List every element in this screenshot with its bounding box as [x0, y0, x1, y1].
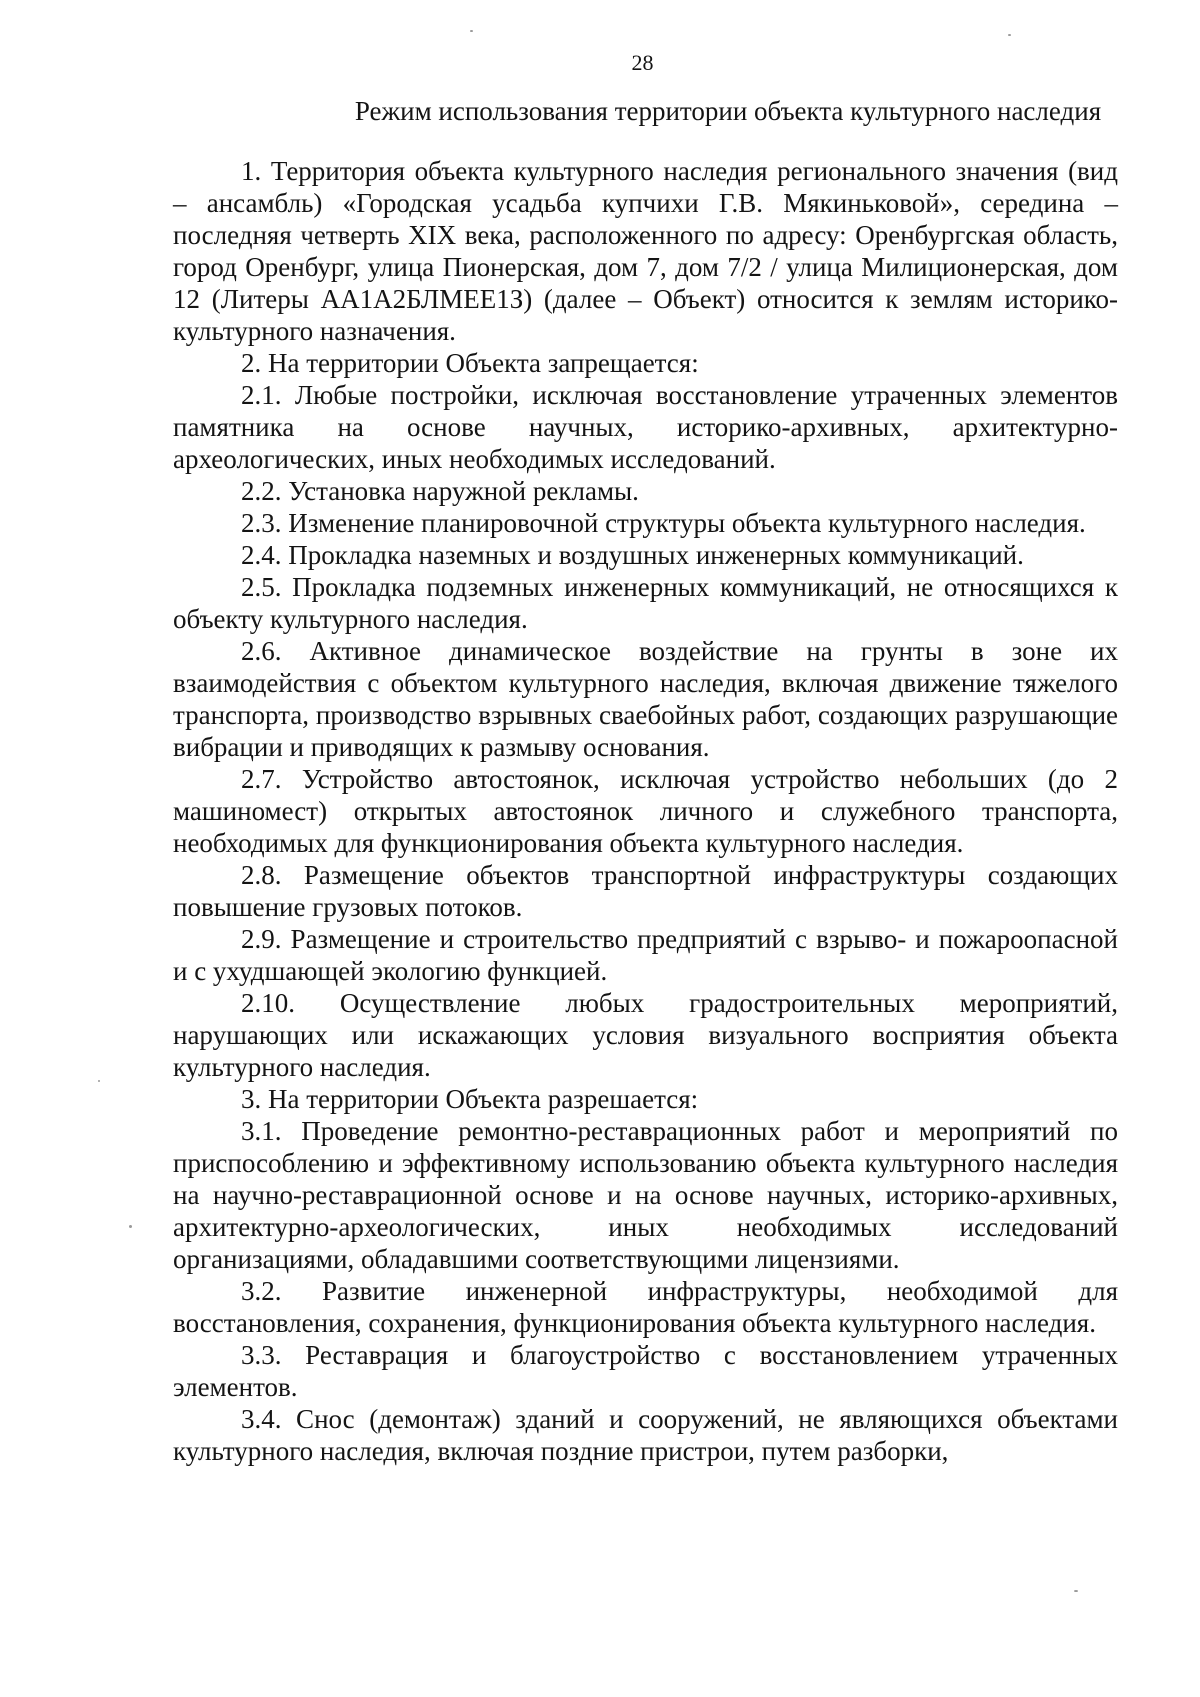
paragraph: 2.5. Прокладка подземных инженерных коммуникаций, не относящихся к объекту культурного наследия. — [173, 572, 1118, 634]
paragraph: 2.4. Прокладка наземных и воздушных инженерных коммуникаций. — [241, 540, 1024, 570]
paragraph: 2.10. Осуществление любых градостроительных мероприятий, нарушающих или искажающих условия визуального восприятия объекта культурного наследия. — [173, 988, 1118, 1082]
paragraph: 2. На территории Объекта запрещается: — [241, 348, 699, 378]
paragraph: 2.7. Устройство автостоянок, исключая устройство небольших (до 2 машиномест) открытых автостоянок личного и служебного транспорта, необходимых для функционирования объекта культурного наследия. — [173, 764, 1118, 858]
paragraph: 3. На территории Объекта разрешается: — [241, 1084, 699, 1114]
paragraph: 2.1. Любые постройки, исключая восстановление утраченных элементов памятника на основе научных, историко-архивных, архитектурно-археологических, иных необходимых исследований. — [173, 380, 1118, 474]
paragraph: 3.1. Проведение ремонтно-реставрационных работ и мероприятий по приспособлению и эффективному использованию объекта культурного наследия на научно-реставрационной основе и на основе научных, историко-архивных, архитектурно-археологических, иных необходимых исследований организациями, обладавшими соответствующими лицензиями. — [173, 1116, 1118, 1274]
scan-speck — [1008, 34, 1011, 36]
paragraph: 3.4. Снос (демонтаж) зданий и сооружений, не являющихся объектами культурного наследия, включая поздние пристрои, путем разборки, — [173, 1404, 1118, 1466]
paragraph: 3.2. Развитие инженерной инфраструктуры, необходимой для восстановления, сохранения, функционирования объекта культурного наследия. — [173, 1276, 1118, 1338]
scan-speck — [470, 30, 473, 32]
paragraph: 3.3. Реставрация и благоустройство с восстановлением утраченных элементов. — [173, 1340, 1118, 1402]
scan-speck — [129, 1225, 132, 1228]
scan-speck — [98, 1080, 100, 1082]
page-title: Режим использования территории объекта культурного наследия — [354, 96, 1102, 126]
paragraph: 1. Территория объекта культурного наследия регионального значения (вид – ансамбль) «Городская усадьба купчихи Г.В. Мякиньковой», середина – последняя четверть XIX века, расположенного по адресу: Оренбургская область, город Оренбург, улица Пионерская, дом 7, дом 7/2 / улица Милиционерская, дом 12 (Литеры АА1А2БЛМЕЕ1З) (далее – Объект) относится к землям историко-культурного назначения. — [173, 156, 1118, 346]
paragraph: 2.3. Изменение планировочной структуры объекта культурного наследия. — [241, 508, 1086, 538]
page-number: 28 — [631, 50, 654, 75]
paragraph: 2.6. Активное динамическое воздействие на грунты в зоне их взаимодействия с объектом культурного наследия, включая движение тяжелого транспорта, производство взрывных сваебойных работ, создающих разрушающие вибрации и приводящих к размыву основания. — [173, 636, 1118, 762]
paragraph: 2.8. Размещение объектов транспортной инфраструктуры создающих повышение грузовых потоков. — [173, 860, 1118, 922]
paragraph: 2.2. Установка наружной рекламы. — [241, 476, 639, 506]
scan-speck — [1074, 1590, 1078, 1592]
paragraph: 2.9. Размещение и строительство предприятий с взрыво- и пожароопасной и с ухудшающей экологию функцией. — [173, 924, 1118, 986]
document-body — [173, 155, 1118, 1467]
